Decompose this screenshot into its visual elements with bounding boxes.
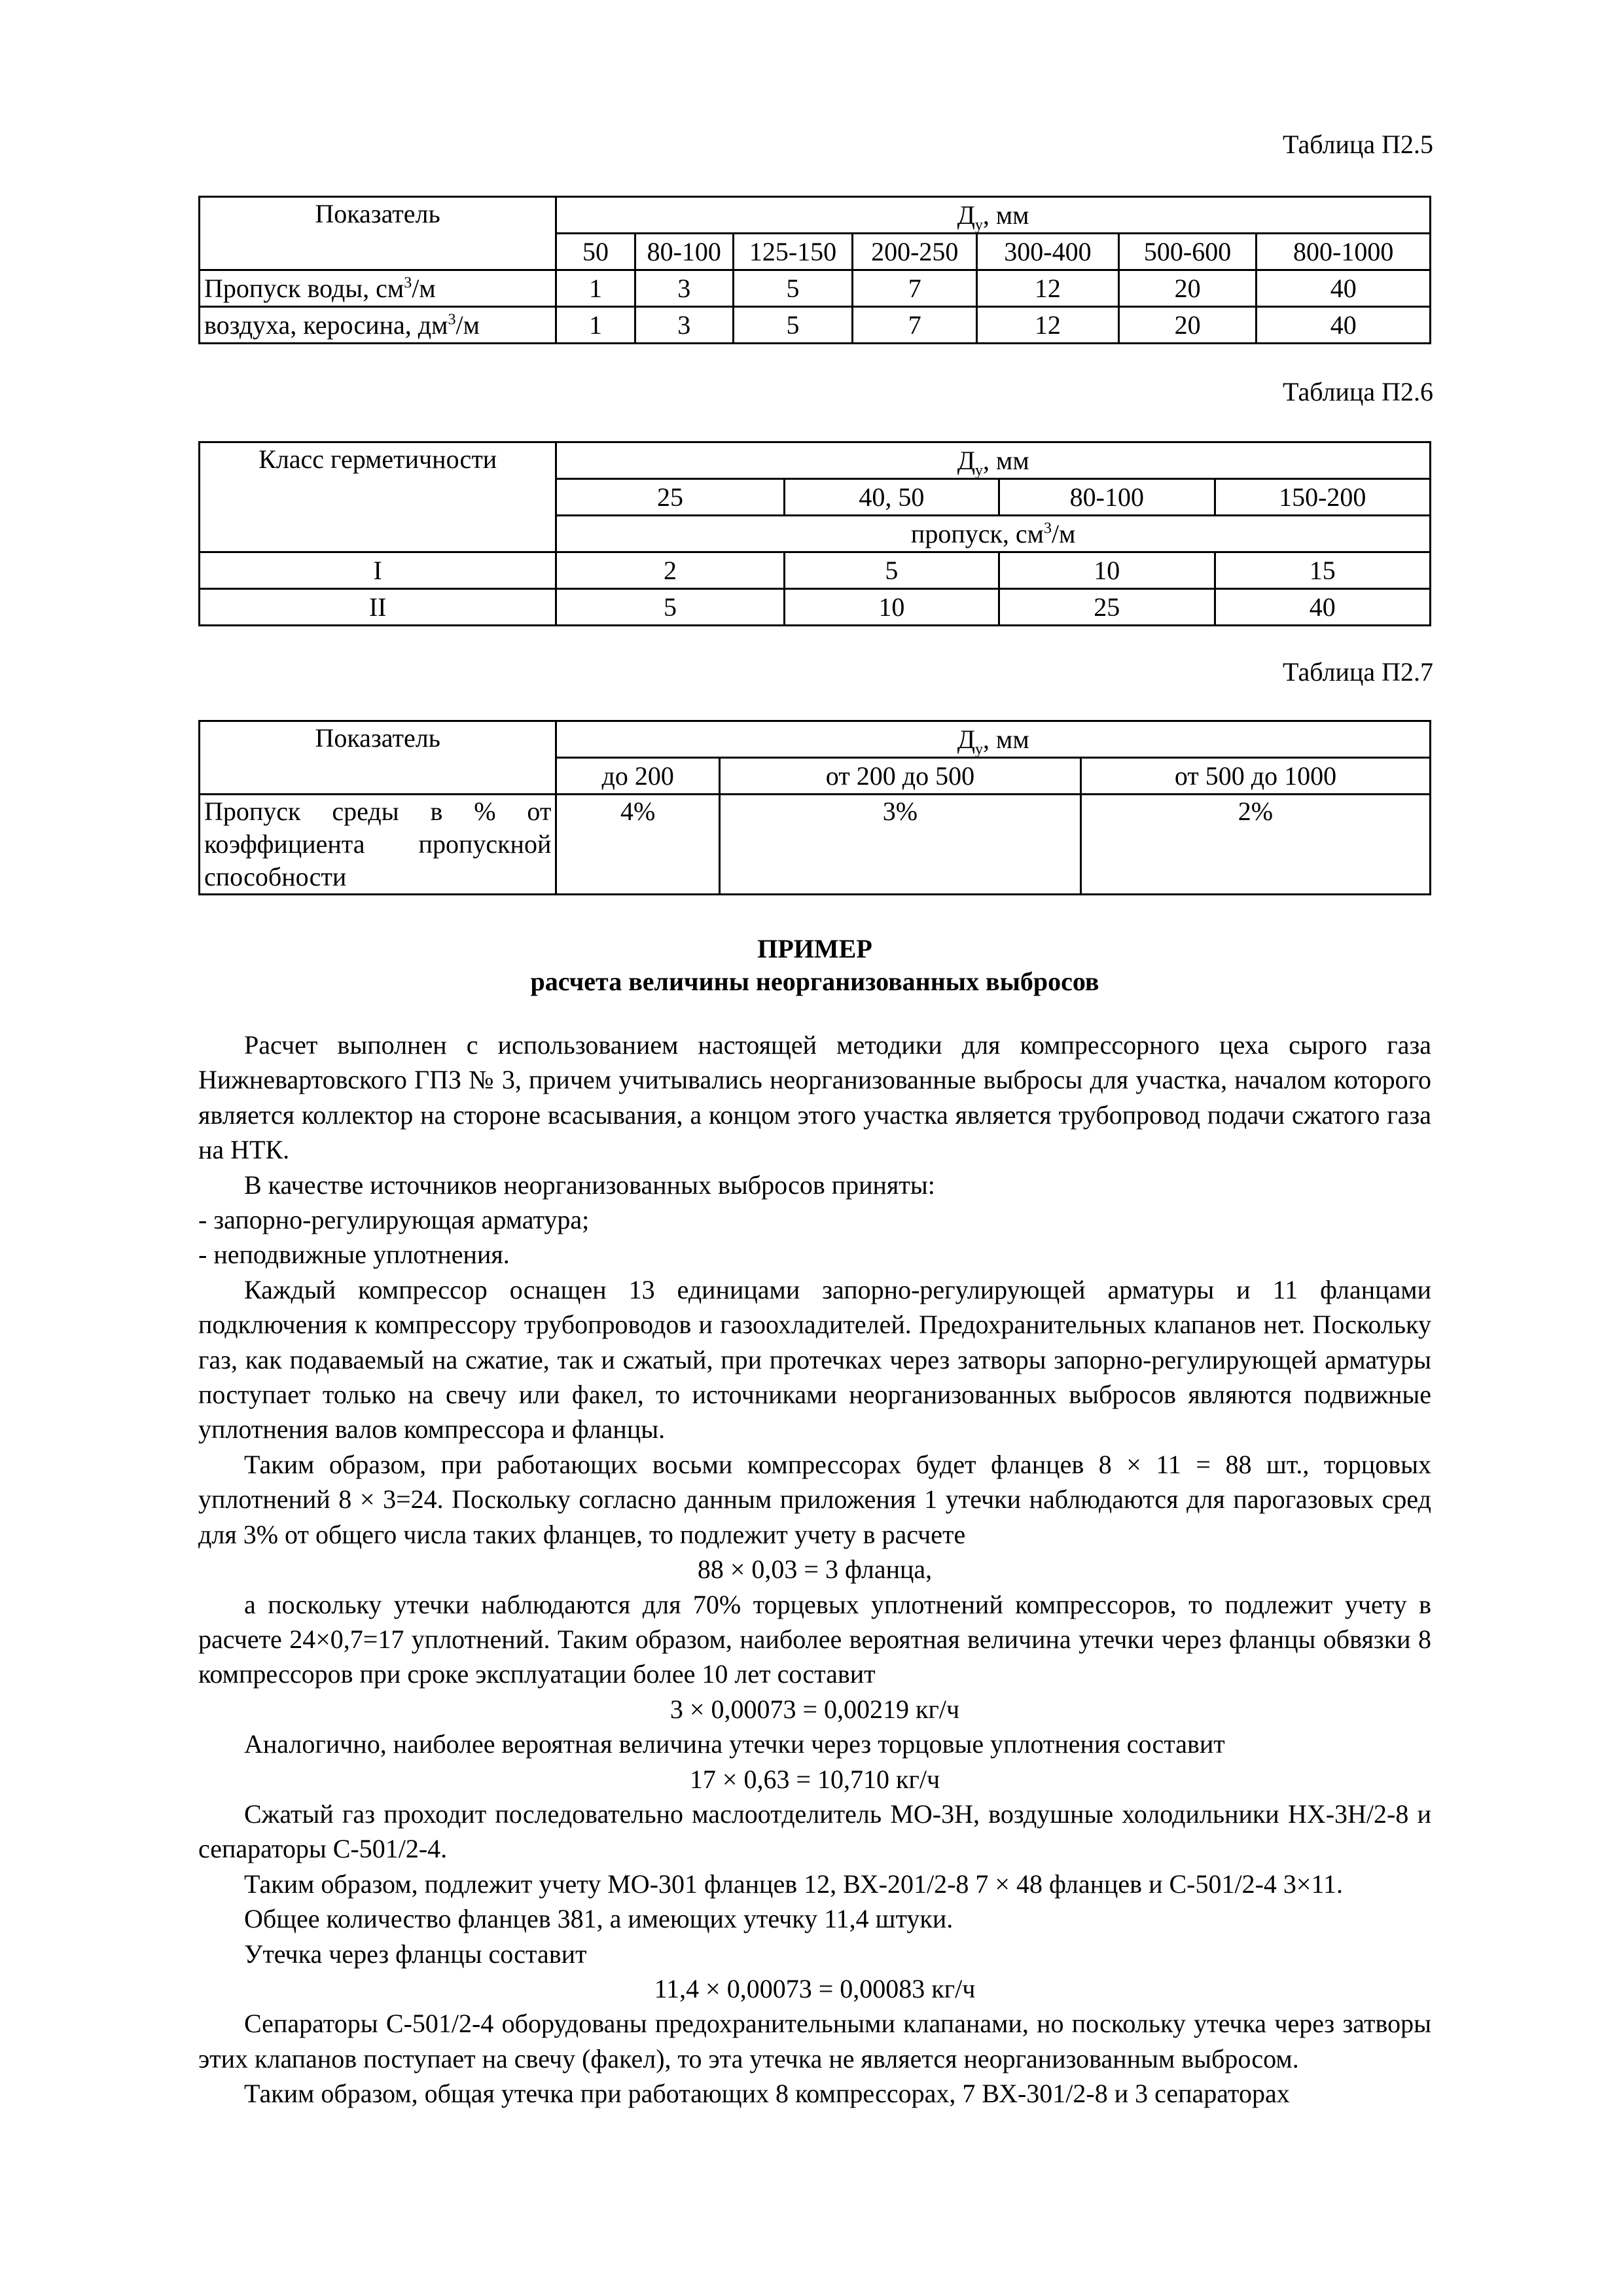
paragraph: Сжатый газ проходит последовательно маслоотделитель МО-3Н, воздушные холодильники НХ-3Н/2-8 и сепараторы С-501/2-4. bbox=[198, 1799, 1431, 1864]
paragraph: В качестве источников неорганизованных выбросов приняты: bbox=[244, 1170, 935, 1200]
t26-size: 40, 50 bbox=[784, 479, 999, 516]
body-text bbox=[198, 1028, 1431, 2111]
t27-size: от 200 до 500 bbox=[719, 758, 1080, 795]
paragraph: а поскольку утечки наблюдаются для 70% торцевых уплотнений компрессоров, то подлежит учету в расчете 24×0,7=17 уплотнений. Таким образом, наиболее вероятная величина утечки через фланцы обвязки 8 компрессоров при сроке эксплуатации более 10 лет составит bbox=[198, 1589, 1431, 1689]
t25-cell: 12 bbox=[977, 270, 1119, 307]
formula: 88 × 0,03 = 3 фланца, bbox=[697, 1554, 933, 1585]
t26-row-label: II bbox=[200, 589, 556, 626]
t25-size: 300-400 bbox=[977, 234, 1119, 270]
t27-header-dn: $Д_у$, мм bbox=[556, 721, 1431, 758]
t25-size: 125-150 bbox=[733, 234, 853, 270]
t25-cell: 5 bbox=[733, 270, 853, 307]
t25-cell: 20 bbox=[1118, 270, 1257, 307]
t26-cell: 40 bbox=[1215, 589, 1430, 626]
t26-header-dn: $Д_у$, мм bbox=[556, 442, 1431, 479]
paragraph: Таким образом, при работающих восьми компрессорах будет фланцев 8 × 11 = 88 шт., торцовых уплотнений 8 × 3=24. Поскольку согласно данным приложения 1 утечки наблюдаются для парогазовых сред для 3% от общего числа таких фланцев, то подлежит учету в расчете bbox=[198, 1449, 1431, 1549]
t25-cell: 12 bbox=[977, 307, 1119, 344]
t25-header-indicator: Показатель bbox=[200, 197, 556, 270]
paragraph: Аналогично, наиболее вероятная величина утечки через торцовые уплотнения составит bbox=[244, 1729, 1225, 1759]
table-p2-6 bbox=[198, 441, 1431, 626]
table-row bbox=[200, 552, 1431, 589]
t25-size: 50 bbox=[556, 234, 635, 270]
t25-size: 200-250 bbox=[853, 234, 977, 270]
t25-header-dn: $Д_у$, мм bbox=[556, 197, 1431, 234]
t26-cell: 15 bbox=[1215, 552, 1430, 589]
t27-cell: 3% bbox=[719, 795, 1080, 895]
t25-cell: 7 bbox=[853, 270, 977, 307]
formula: 3 × 0,00073 = 0,00219 кг/ч bbox=[669, 1694, 960, 1724]
table-row bbox=[200, 795, 1431, 895]
table-p2-5 bbox=[198, 196, 1431, 344]
t27-row-label: Пропуск среды в % от коэффициента пропускной способности bbox=[200, 795, 556, 895]
table-row bbox=[200, 307, 1431, 344]
t26-row-label: I bbox=[200, 552, 556, 589]
t25-cell: 5 bbox=[733, 307, 853, 344]
paragraph: Утечка через фланцы составит bbox=[244, 1939, 587, 1969]
table-row bbox=[200, 270, 1431, 307]
formula: 11,4 × 0,00073 = 0,00083 кг/ч bbox=[654, 1973, 976, 2003]
list-item: - неподвижные уплотнения. bbox=[198, 1240, 510, 1270]
paragraph: Таким образом, общая утечка при работающих 8 компрессорах, 7 ВХ-301/2-8 и 3 сепараторах bbox=[244, 2079, 1290, 2109]
table-row bbox=[200, 589, 1431, 626]
t26-cell: 2 bbox=[556, 552, 784, 589]
t27-cell: 4% bbox=[556, 795, 720, 895]
t26-cell: 10 bbox=[999, 552, 1215, 589]
t27-size: от 500 до 1000 bbox=[1080, 758, 1430, 795]
t26-header-pass: пропуск, $см^3/м$ bbox=[556, 516, 1431, 552]
t26-cell: 25 bbox=[999, 589, 1215, 626]
paragraph: Расчет выполнен с использованием настоящей методики для компрессорного цеха сырого газа Нижневартовского ГПЗ № 3, причем учитывались неорганизованные выбросы для участка, началом которого является коллектор на стороне всасывания, а концом этого участка является трубопровод подачи сжатого газа на НТК. bbox=[198, 1030, 1431, 1165]
t26-header-class: Класс герметичности bbox=[200, 442, 556, 552]
t27-size: до 200 bbox=[556, 758, 720, 795]
table-p2-5-caption: Таблица П2.5 bbox=[1283, 130, 1433, 159]
t26-size: 25 bbox=[556, 479, 784, 516]
t25-cell: 3 bbox=[635, 270, 733, 307]
t25-cell: 1 bbox=[556, 270, 635, 307]
t25-size: 800-1000 bbox=[1257, 234, 1431, 270]
t25-cell: 40 bbox=[1257, 307, 1431, 344]
formula: 17 × 0,63 = 10,710 кг/ч bbox=[689, 1764, 940, 1794]
t26-size: 80-100 bbox=[999, 479, 1215, 516]
t26-size: 150-200 bbox=[1215, 479, 1430, 516]
t25-cell: 7 bbox=[853, 307, 977, 344]
t26-cell: 5 bbox=[784, 552, 999, 589]
paragraph: Сепараторы С-501/2-4 оборудованы предохранительными клапанами, но поскольку утечка через затворы этих клапанов поступает на свечу (факел), то эта утечка не является неорганизованным выбросом. bbox=[198, 2009, 1431, 2073]
table-p2-7-caption: Таблица П2.7 bbox=[1283, 657, 1433, 687]
t27-cell: 2% bbox=[1080, 795, 1430, 895]
t25-cell: 3 bbox=[635, 307, 733, 344]
table-p2-7 bbox=[198, 720, 1431, 895]
paragraph: Каждый компрессор оснащен 13 единицами запорно-регулирующей арматуры и 11 фланцами подключения к компрессору трубопроводов и газоохладителей. Предохранительных клапанов нет. Поскольку газ, как подаваемый на сжатие, так и сжатый, при протечках через затворы запорно-регулирующей арматуры поступает только на свечу или факел, то источниками неорганизованных выбросов являются подвижные уплотнения валов компрессора и фланцы. bbox=[198, 1274, 1431, 1444]
t25-cell: 40 bbox=[1257, 270, 1431, 307]
t25-row-label: воздуха, керосина, $дм^3/м$ bbox=[200, 307, 556, 344]
paragraph: Общее количество фланцев 381, а имеющих утечку 11,4 штуки. bbox=[244, 1904, 954, 1934]
t26-cell: 5 bbox=[556, 589, 784, 626]
section-title: ПРИМЕР bbox=[757, 934, 872, 963]
t25-cell: 20 bbox=[1118, 307, 1257, 344]
t25-size: 80-100 bbox=[635, 234, 733, 270]
paragraph: Таким образом, подлежит учету МО-301 фланцев 12, ВХ-201/2-8 7 × 48 фланцев и С-501/2-4 3×11. bbox=[244, 1869, 1343, 1899]
t26-cell: 10 bbox=[784, 589, 999, 626]
t27-header-indicator: Показатель bbox=[200, 721, 556, 795]
table-p2-6-caption: Таблица П2.6 bbox=[1283, 377, 1433, 406]
t25-row-label: Пропуск воды, $см^3/м$ bbox=[200, 270, 556, 307]
section-subtitle: расчета величины неорганизованных выбросов bbox=[530, 967, 1099, 996]
t25-cell: 1 bbox=[556, 307, 635, 344]
t25-size: 500-600 bbox=[1118, 234, 1257, 270]
list-item: - запорно-регулирующая арматура; bbox=[198, 1205, 590, 1235]
